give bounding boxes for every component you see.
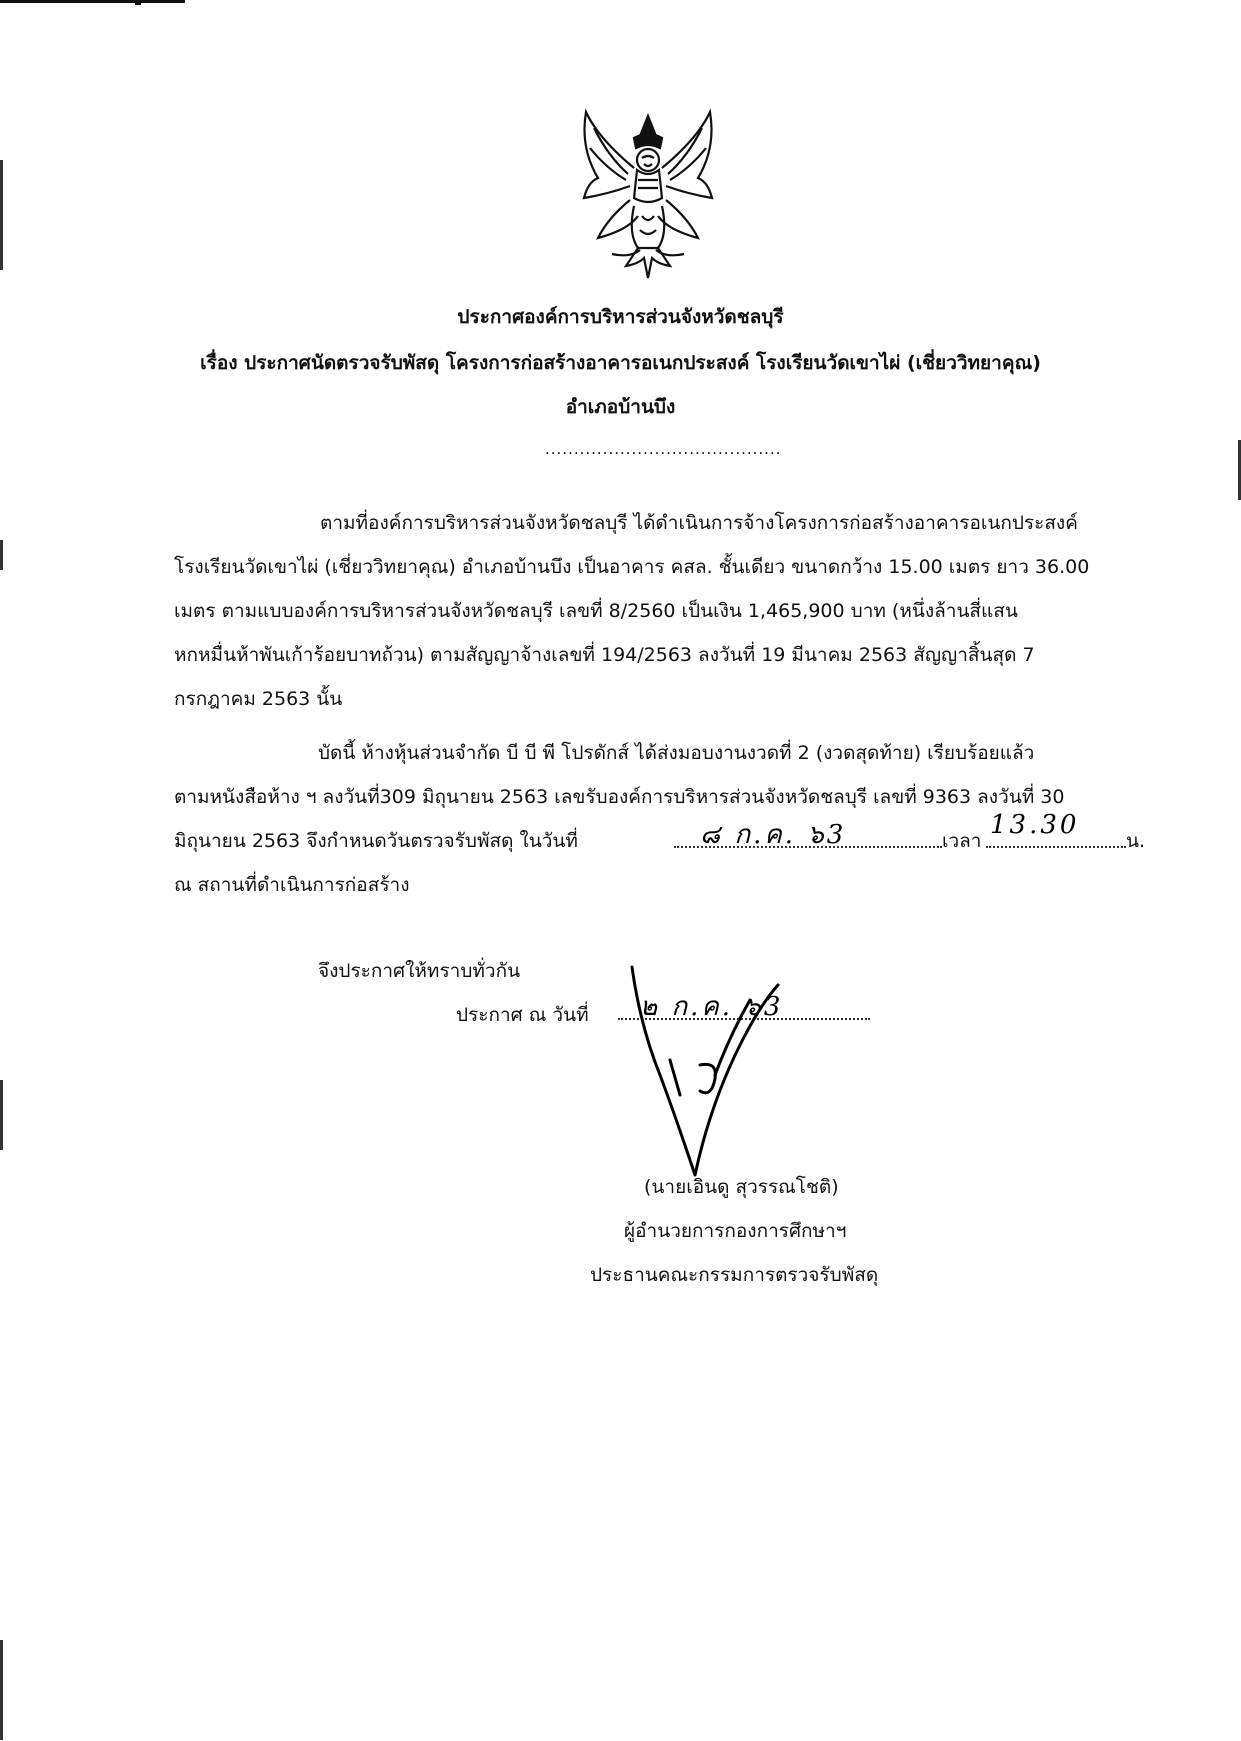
heading-separator: ......................................... — [545, 440, 782, 458]
scan-margin-mark — [0, 540, 3, 570]
para2-line-2: ตามหนังสือห้าง ฯ ลงวันที่309 มิถุนายน 2563 เลขรับองค์การบริหารส่วนจังหวัดชลบุรี เลขที่ 9363 ลงวันที่ 30 — [174, 786, 1065, 808]
signatory-name: (นายเอินดู สุวรรณโชติ) — [644, 1176, 839, 1198]
scan-margin-mark — [0, 1080, 3, 1150]
para2-line-3-prefix: มิถุนายน 2563 จึงกำหนดวันตรวจรับพัสดุ ในวันที่ — [174, 830, 578, 852]
para1-line-5: กรกฎาคม 2563 นั้น — [174, 688, 343, 710]
para1-line-1: ตามที่องค์การบริหารส่วนจังหวัดชลบุรี ได้ดำเนินการจ้างโครงการก่อสร้างอาคารอเนกประสงค์ — [320, 512, 1078, 534]
signatory-position: ผู้อำนวยการกองการศึกษาฯ — [624, 1220, 847, 1242]
time-label: เวลา — [942, 830, 982, 852]
para1-line-4: หกหมื่นห้าพันเก้าร้อยบาทถ้วน) ตามสัญญาจ้างเลขที่ 194/2563 ลงวันที่ 19 มีนาคม 2563 สัญญาสิ้นสุด 7 — [174, 644, 1035, 666]
closing-statement: จึงประกาศให้ทราบทั่วกัน — [318, 960, 521, 982]
handwritten-signature-icon — [630, 965, 790, 1195]
announcement-district: อำเภอบ้านบึง — [565, 396, 676, 418]
handwritten-inspection-date: ๘ ก.ค. ๖3 — [700, 820, 847, 850]
handwritten-announce-date: ๒ ก.ค. ๖3 — [640, 992, 784, 1022]
scan-margin-mark — [0, 1640, 3, 1740]
scan-edge-mark — [135, 0, 141, 5]
para1-line-3: เมตร ตามแบบองค์การบริหารส่วนจังหวัดชลบุรี เลขที่ 8/2560 เป็นเงิน 1,465,900 บาท (หนึ่งล้านสี่แสน — [174, 600, 1018, 622]
time-fill-line — [986, 846, 1126, 848]
para2-line-1: บัดนี้ ห้างหุ้นส่วนจำกัด บี บี พี โปรดักส์ ได้ส่งมอบงานงวดที่ 2 (งวดสุดท้าย) เรียบร้อยแล้ว — [318, 742, 1035, 764]
scan-margin-mark — [0, 160, 3, 270]
announcement-title: ประกาศองค์การบริหารส่วนจังหวัดชลบุรี — [457, 306, 784, 328]
announcement-subject: เรื่อง ประกาศนัดตรวจรับพัสดุ โครงการก่อสร้างอาคารอเนกประสงค์ โรงเรียนวัดเขาไผ่ (เชี่ยววิทยาคุณ) — [200, 352, 1041, 374]
signatory-role: ประธานคณะกรรมการตรวจรับพัสดุ — [590, 1264, 879, 1286]
scan-edge-mark — [0, 0, 185, 3]
para1-line-2: โรงเรียนวัดเขาไผ่ (เชี่ยววิทยาคุณ) อำเภอบ้านบึง เป็นอาคาร คสล. ชั้นเดียว ขนาดกว้าง 15.00 เมตร ยาว 36.00 — [174, 556, 1090, 578]
time-unit: น. — [1126, 830, 1146, 852]
handwritten-inspection-time: 13.30 — [990, 810, 1080, 840]
announce-date-label: ประกาศ ณ วันที่ — [456, 1004, 589, 1026]
para2-line-4: ณ สถานที่ดำเนินการก่อสร้าง — [174, 874, 410, 896]
garuda-emblem-icon — [568, 108, 728, 286]
